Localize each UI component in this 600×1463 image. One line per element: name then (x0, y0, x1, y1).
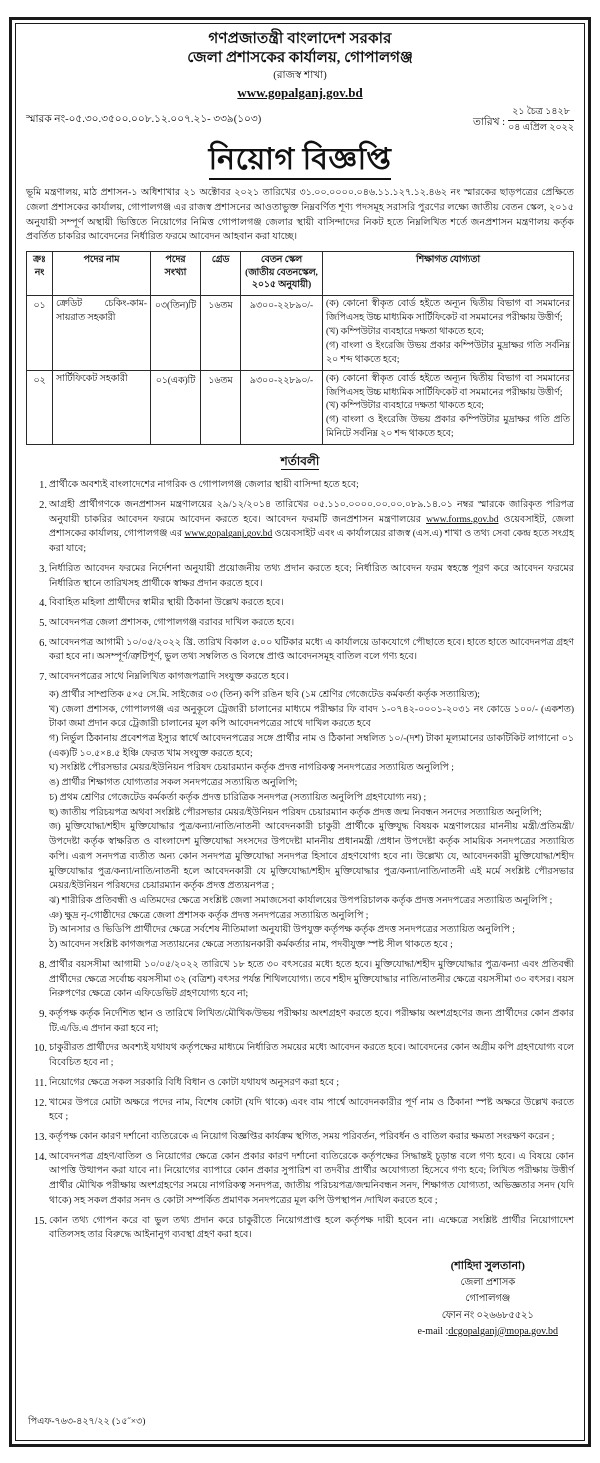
condition-text: আবেদনপত্র আগামী ১০/০৫/২০২২ খ্রি. তারিখ বিকাল ৫.০০ ঘটিকার মধ্যে এ কার্যালয়ে ডাকযোগে পৌছাতে হবে। হাতে হাতে আবেদনপত্র গ্রহণ করা হবে না। অসম্পূর্ণ/ত্রুটিপূর্ণ, ভুল তথ্য সম্বলিত ও বিলম্বে প্রাপ্ত আবেদনসমূহ বাতিল বলে গণ্য হবে। (49, 637, 574, 663)
memo-date-values (508, 106, 574, 135)
qualification-item: (ক) কোনো স্বীকৃত বোর্ড হইতে অন্যূন দ্বিতীয় বিভাগ বা সমমানের জিপিএসহ উচ্চ মাধ্যমিক সার্টিফিকেট বা সমমানের পরীক্ষায় উত্তীর্ণ; (326, 373, 570, 398)
contact-phone: ফোন নং ০২৬৬৮৫৫২১ (441, 1309, 534, 1321)
condition-item-4 (26, 596, 574, 611)
condition-item-3 (26, 562, 574, 591)
cell-post-name: ক্রেডিট চেকিং-কাম-সায়রাত সহকারী (53, 295, 151, 370)
memo-row (26, 106, 574, 135)
memo-date-label: তারিখ : (472, 116, 506, 128)
condition-text: প্রার্থীর বয়সসীমা আগামী ১০/০৫/২০২২ তারিখে ১৮ হতে ৩০ বৎসরের মধ্যে হতে হবে। মুক্তিযোদ্ধা/শহীদ মুক্তিযোদ্ধার পুত্র/কন্যা এবং প্রতিবন্ধী প্রার্থীদের ক্ষেত্রে সর্বোচ্চ বয়সসীমা ৩২ (বত্রিশ) বৎসর পর্যন্ত শিথিলযোগ্য। তবে শহীদ মুক্তিযোদ্ধার নাতি/নাতনীর ক্ষেত্রে বয়সসীমা ৩০ বৎসর। বয়স নিরুপণের ক্ষেত্রে কোন এফিডেভিট গ্রহণযোগ্য হবে না; (49, 959, 574, 1000)
attachments-intro: আবেদনপত্রের সাথে নিম্নলিখিত কাগজপত্রাদি সংযুক্ত করতে হবে। (49, 672, 289, 683)
cell-post-count: ০১(এক)টি (151, 370, 201, 445)
condition-item-5 (26, 616, 574, 631)
attachment-item: ট) আনসার ও ভিডিপি প্রার্থীদের ক্ষেত্রে সর্বশেষ নীতিমালা অনুযায়ী উপযুক্ত কর্তৃপক্ষ কর্তৃক প্রদত্ত সনদপত্রের সত্যায়িত অনুলিপি ; (49, 925, 515, 936)
memo-number-label: স্মারক নং- (26, 114, 69, 126)
condition-item-8 (26, 958, 574, 1002)
condition-text: নিয়োগের ক্ষেত্রে সকল সরকারি বিধি বিধান ও কোটা যথাযথ অনুসরণ করা হবে ; (49, 1077, 340, 1088)
condition-text: আবেদনপত্র গ্রহণ/বাতিল ও নিয়োগের ক্ষেত্রে কোন প্রকার কারণ দর্শানো ব্যতিরেকে কর্তৃপক্ষের সিদ্ধান্তই চূড়ান্ত বলে গণ্য হবে। এ বিষয়ে কোন আপত্তি উত্থাপন করা যাবে না। নিয়োগের ব্যাপারে কোন প্রকার সুপারিশ বা তদবীর প্রার্থীর অযোগ্যতা হিসেবে গণ্য হবে; লিখিত পরীক্ষায় উত্তীর্ণ প্রার্থীর মৌখিক পরীক্ষায় অংশগ্রহণের সময়ে নাগরিকত্ব সনদপত্র, জাতীয় পরিচয়পত্র/জন্মনিবন্ধন সনদ, শিক্ষাগত যোগ্যতা, অভিজ্ঞতার সনদ (যদি থাকে) সহ সকল প্রকার সনদ ও কোটা সম্পর্কিত প্রমাণক সনদপত্রের মূল কপি উপস্থাপন /দাখিল করতে হবে ; (49, 1151, 574, 1206)
document-frame (9, 17, 591, 1447)
condition-text: কর্তৃপক্ষ কর্তৃক নির্দেশিত স্থান ও তারিখে লিখিত/মৌখিক/উভয় পরীক্ষায় অংশগ্রহণ করতে হবে। পরীক্ষায় অংশগ্রহণের জন্য প্রার্থীদের কোন প্রকার টি.এ/ডি.এ প্রদান করা হবে না; (49, 1008, 574, 1034)
attachment-item: গ) নির্ভুল ঠিকানায় প্রবেশপত্র ইস্যুর স্বার্থে আবেদনপত্রের সঙ্গে প্রার্থীর নাম ও ঠিকানা সম্বলিত ১০/-(দশ) টাকা মূল্যমানের ডাকটিকিট লাগানো ০১ (এক)টি ১০.৫×৪.৫ ইঞ্চি ফেরত খাম সংযুক্ত করতে হবে; (49, 734, 574, 759)
condition-item-11 (26, 1076, 574, 1091)
condition-item-6 (26, 636, 574, 665)
cell-grade: ১৬তম (201, 295, 241, 370)
qualification-item: (গ) বাংলা ও ইংরেজি উভয় প্রকার কম্পিউটার মুদ্রাক্ষর গতি প্রতি মিনিটে সর্বনিম্ন ২০ শব্দ থাকতে হবে; (326, 415, 570, 440)
attachment-item: চ) প্রথম শ্রেণির গেজেটেড কর্মকর্তা কর্তৃক প্রদত্ত চারিত্রিক সনদপত্র (সত্যায়িত অনুলিপি গ্রহণযোগ্য নয়) ; (49, 792, 427, 803)
condition-item-15 (26, 1214, 574, 1243)
conditions-heading-wrap (26, 452, 574, 473)
condition-text: খামের উপরে মোটা অক্ষরে পদের নাম, বিশেষ কোটা (যদি থাকে) এবং বাম পার্শ্বে আবেদনকারীর পূর্ণ নাম ও ঠিকানা স্পষ্ট অক্ষরে উল্লেখ করতে হবে ; (49, 1097, 574, 1123)
branch-name: (রাজস্ব শাখা) (273, 70, 327, 82)
intro-paragraph: ভূমি মন্ত্রণালয়, মাঠ প্রশাসন-১ অধিশাখার ২১ অক্টোবর ২০২১ তারিখের ৩১.০০.০০০০.০৪৬.১১.১২৭.১২.৪৬২ নং স্মারকের ছাড়পত্রের প্রেক্ষিতে জেলা প্রশাসকের কার্যালয়, গোপালগঞ্জ এর রাজস্ব প্রশাসনের আওতাভুক্ত নিম্নবর্ণিত শূণ্য পদসমূহ সরাসরি পুরণের লক্ষ্যে জাতীয় বেতন স্কেল, ২০১৫ অনুযায়ী সম্পূর্ণ অস্থায়ী ভিত্তিতে নিয়োগের নিমিত্ত গোপালগঞ্জ জেলার স্থায়ী বাসিন্দাদের নিকট হতে নিম্নলিখিত শর্তে জনপ্রশাসন মন্ত্রণালয় কর্তৃক প্রবর্তিত চাকরির আবেদনের নির্ধারিত ফরমে আবেদন আহবান করা যাচ্ছে। (26, 186, 574, 243)
condition-text (49, 498, 574, 557)
cell-pay-scale: ৯৩০০-২২৮৯০/- (241, 295, 323, 370)
email-label: e-mail : (417, 1325, 449, 1337)
condition-text: কোন তথ্য গোপন করে বা ভুল তথ্য প্রদান করে চাকুরীতে নিয়োগপ্রাপ্ত হলে কর্তৃপক্ষ দায়ী হবেন না। এক্ষেত্রে সংশ্লিষ্ট প্রার্থীর নিয়োগাদেশ বাতিলসহ তার বিরুদ্ধে আইনানুগ ব্যবস্থা গ্রহণ করা হবে। (49, 1215, 574, 1241)
table-header-row (27, 252, 574, 296)
cell-serial: ০২ (27, 370, 53, 445)
signatory-district: গোপালগঞ্জ (465, 1293, 511, 1305)
page-title-wrap (26, 143, 574, 180)
date-english: ০৪ এপ্রিল ২০২২ (508, 123, 574, 133)
signature-block (418, 1257, 574, 1340)
col-header-post-name: পদের নাম (53, 252, 151, 296)
col-header-pay-scale (241, 252, 323, 296)
condition-item-9 (26, 1007, 574, 1036)
col-header-serial-l1: ক্রঃ (33, 255, 46, 266)
press-reference: পিএফ-৭৬৩-৪২৭/২২ (১৫˝×৩) (28, 1417, 146, 1427)
condition-item-10 (26, 1041, 574, 1070)
col-header-serial (27, 252, 53, 296)
attachment-item: জ) মুক্তিযোদ্ধা/শহীদ মুক্তিযোদ্ধার পুত্র/কন্যা/নাতি/নাতনী আবেদনকারী চাকুরী প্রার্থীকে মুক্তিযুদ্ধ বিষয়ক মন্ত্রণালয়ের মাননীয় মন্ত্রী/প্রতিমন্ত্রী/উপদেষ্টা কর্তৃক স্বাক্ষরিত ও বাংলাদেশ মুক্তিযোদ্ধা সংসদের উপদেষ্টা মাননীয় প্রধানমন্ত্রী /প্রধান উপদেষ্টা কর্তৃক সাময়িক সনদপত্রের সত্যায়িত কপি। এরূপ সনদপত্র ব্যতীত অন্য কোন সনদপত্র মুক্তিযোদ্ধা সনদপত্র হিসাবে গ্রহণযোগ্য হবে না। উল্লেখ্য যে, আবেদনকারী মুক্তিযোদ্ধা/শহীদ মুক্তিযোদ্ধার পুত্র/কন্যা/নাতি/নাতনী হলে আবেদনকারী যে মুক্তিযোদ্ধা/শহীদ মুক্তিযোদ্ধার পুত্র/কন্যা/নাতি/নাতনী এই মর্মে সংশ্লিষ্ট পৌরসভার মেয়র/ইউনিয়ন পরিষদের চেয়ারম্যান কর্তৃক প্রদত্ত প্রত্যয়নপত্র ; (49, 822, 574, 892)
col-header-serial-l2: নং (34, 267, 45, 278)
col-header-pay-scale-l2: (জাতীয় বেতনস্কেল, (245, 267, 318, 278)
condition-item-1 (26, 478, 574, 493)
qualification-item: (খ) কম্পিউটার ব্যবহারে দক্ষতা থাকতে হবে; (326, 326, 484, 337)
qualification-item: (গ) বাংলা ও ইংরেজি উভয় প্রকার কম্পিউটার মুদ্রাক্ষর গতি সর্বনিম্ন ২০ শব্দ থাকতে হবে; (326, 340, 570, 365)
qualification-item: (ক) কোনো স্বীকৃত বোর্ড হইতে অন্যূন দ্বিতীয় বিভাগ বা সমমানের জিপিএসহ উচ্চ মাধ্যমিক সার্টিফিকেট বা সমমানের পরীক্ষায় উত্তীর্ণ; (326, 298, 570, 323)
col-header-grade: গ্রেড (201, 252, 241, 296)
condition-item-2 (26, 498, 574, 557)
condition-item-13 (26, 1130, 574, 1145)
attachment-item: ঠ) আবেদন সংশ্লিষ্ট কাগজপত্র সত্যায়নের ক্ষেত্রে সত্যায়নকারী কর্মকর্তার নাম, পদবীযুক্ত স্পষ্ট সীল থাকতে হবে ; (49, 940, 453, 951)
table-row (27, 370, 574, 445)
forms-website-link[interactable]: www.forms.gov.bd (426, 514, 499, 525)
cell-post-count: ০৩(তিন)টি (151, 295, 201, 370)
date-bangla: ২১ চৈত্র ১৪২৮ (508, 106, 574, 121)
condition-text-part: ওয়েবসাইট এবং এ কার্যালয়ের রাজস্ব (এস.এ) শাখা ও তথ্য সেবা কেন্দ্র হতে সংগ্রহ করা যাবে; (49, 529, 574, 555)
condition-text-part: আগ্রহী প্রার্থীগণকে জনপ্রশাসন মন্ত্রণালয়ের ২৯/১২/২০১৪ তারিখের ০৫.১১০.০০০০.০০.০০.০৮৯.১৪.০১ নম্বর স্মারকে জারিকৃত পরিপত্র অনুযায়ী চাকরির আবেদন ফরমে আবেদন করতে হবে। আবেদন ফরমটি জনপ্রশাসন মন্ত্রণালয়ের (49, 499, 574, 525)
government-name: গণপ্রজাতন্ত্রী বাংলাদেশ সরকার (208, 31, 392, 47)
condition-text: বিবাহিত মহিলা প্রার্থীদের স্বামীর স্থায়ী ঠিকানা উল্লেখ করতে হবে। (49, 598, 284, 609)
cell-pay-scale: ৯৩০০-২২৮৯০/- (241, 370, 323, 445)
attachment-item: ক) প্রার্থীর সাম্প্রতিক ৫×৫ সে.মি. সাইজের ০৩ (তিন) কপি রঙিন ছবি (১ম শ্রেণির গেজেটেড কর্মকর্তা কর্তৃক সত্যায়িত); (49, 689, 480, 700)
footer-row (28, 1415, 572, 1430)
condition-text: চাকুরীরত প্রার্থীদের অবশ্যই যথাযথ কর্তৃপক্ষের মাধ্যমে নির্ধারিত সময়ের মধ্যে আবেদন করতে হবে। আবেদনের কোন অগ্রীম কপি গ্রহণযোগ্য বলে বিবেচিত হবে না ; (49, 1043, 574, 1069)
office-name: জেলা প্রশাসকের কার্যালয়, গোপালগঞ্জ (187, 49, 413, 66)
conditions-heading: শর্তাবলী (280, 454, 320, 469)
attachment-item: ঝ) শারীরিক প্রতিবন্ধী ও এতিমদের ক্ষেত্রে সংশ্লিষ্ট জেলা সমাজসেবা কার্যালয়ের উপপরিচালক কর্তৃক প্রদত্ত সনদপত্রের সত্যায়িত অনুলিপি ; (49, 895, 553, 906)
document-header (26, 30, 574, 102)
cell-grade: ১৬তম (201, 370, 241, 445)
condition-item-14 (26, 1150, 574, 1209)
col-header-pay-scale-l3: ২০১৫ অনুযায়ী) (251, 280, 312, 291)
cell-qualification (323, 295, 574, 370)
attachment-item: ঞ) ক্ষুদ্র নৃ-গোষ্ঠীদের ক্ষেত্রে জেলা প্রশাসক কর্তৃক প্রদত্ত সনদপত্রের সত্যায়িত অনুলিপি ; (49, 910, 369, 921)
signatory-name: (শাহিদা সুলতানা) (450, 1260, 525, 1273)
attachment-item: খ) জেলা প্রশাসক, গোপালগঞ্জ এর অনুকূলে ট্রেজারী চালানের মাধ্যমে পরীক্ষার ফি বাবদ ১-০৭৪২-০০০১-২০৩১ নং কোডে ১০০/- (একশত) টাকা জমা প্রদান করে ট্রেজারী চালানের মূল কপি আবেদনপত্রের সাথে দাখিল করতে হবে (49, 704, 574, 730)
gopalganj-website-link[interactable]: www.gopalganj.gov.bd (184, 529, 273, 540)
document-body (15, 23, 585, 1441)
memo-date (473, 106, 574, 135)
qualification-item: (খ) কম্পিউটার ব্যবহারে দক্ষতা থাকতে হবে; (326, 401, 484, 412)
col-header-qualification: শিক্ষাগত যোগ্যতা (323, 252, 574, 296)
memo-number-value: ০৫.৩০.৩৫০০.০০৮.১২.০০৭.২১- ৩৩৯(১০৩) (68, 114, 262, 126)
attachment-item: ঙ) প্রার্থীর শিক্ষাগত যোগ্যতার সকল সনদপত্রের সত্যায়িত অনুলিপি; (49, 778, 298, 789)
condition-text: নির্ধারিত আবেদন ফরমের নির্দেশনা অনুযায়ী প্রয়োজনীয় তথ্য প্রদান করতে হবে; নির্ধারিত আবেদন ফরম স্বহস্তে পূরণ করে আবেদন ফরমের নির্ধারিত স্থানে তারিখসহ প্রার্থীকে স্বাক্ষর প্রদান করতে হবে। (49, 563, 574, 589)
post-table (26, 251, 574, 445)
col-header-post-count-l1: পদের (165, 255, 186, 266)
memo-number (26, 106, 261, 129)
cell-post-name: সার্টিফিকেট সহকারী (53, 370, 151, 445)
condition-text-part: ওয়েবসাইট, জেলা প্রশাসকের কার্যালয়, গোপালগঞ্জ এর (49, 514, 575, 540)
cell-serial: ০১ (27, 295, 53, 370)
signatory-designation: জেলা প্রশাসক (460, 1277, 516, 1289)
table-row (27, 295, 574, 370)
condition-item-7 (26, 670, 574, 953)
contact-email-link[interactable]: dcgopalganj@mopa.gov.bd (448, 1325, 558, 1337)
col-header-post-count-l2: সংখ্যা (164, 267, 187, 278)
col-header-pay-scale-l1: বেতন স্কেল (260, 255, 303, 266)
conditions-list (26, 478, 574, 1243)
cell-qualification (323, 370, 574, 445)
page-title: নিয়োগ বিজ্ঞপ্তি (209, 143, 392, 180)
condition-text: প্রার্থীকে অবশ্যই বাংলাদেশের নাগরিক ও গোপালগঞ্জ জেলার স্থায়ী বাসিন্দা হতে হবে; (49, 480, 359, 491)
attachment-item: ছ) জাতীয় পরিচয়পত্র অথবা সংশ্লিষ্ট পৌরসভার মেয়র/ইউনিয়ন পরিষদ চেয়ারম্যান কর্তৃক প্রদত্ত জন্ম নিবন্ধন সনদের সত্যায়িত অনুলিপি; (49, 807, 542, 818)
contact-email-row (418, 1324, 558, 1341)
condition-text: কর্তৃপক্ষ কোন কারণ দর্শানো ব্যতিরেকে এ নিয়োগ বিজ্ঞপ্তির কার্যক্রম স্থগিত, সময় পরিবর্তন, পরিবর্ধন ও বাতিল করার ক্ষমতা সংরক্ষণ করেন ; (49, 1132, 555, 1143)
attachment-item: ঘ) সংশ্লিষ্ট পৌরসভার মেয়র/ইউনিয়ন পরিষদ চেয়ারম্যান কর্তৃক প্রদত্ত নাগরিকত্ব সনদপত্রের সত্যায়িত অনুলিপি ; (49, 763, 454, 774)
condition-item-12 (26, 1096, 574, 1125)
signature-block-wrap (26, 1257, 574, 1340)
col-header-post-count (151, 252, 201, 296)
condition-text: আবেদনপত্র জেলা প্রশাসক, গোপালগঞ্জ বরাবর দাখিল করতে হবে। (49, 618, 295, 629)
office-website-link[interactable]: www.gopalganj.gov.bd (237, 85, 363, 100)
